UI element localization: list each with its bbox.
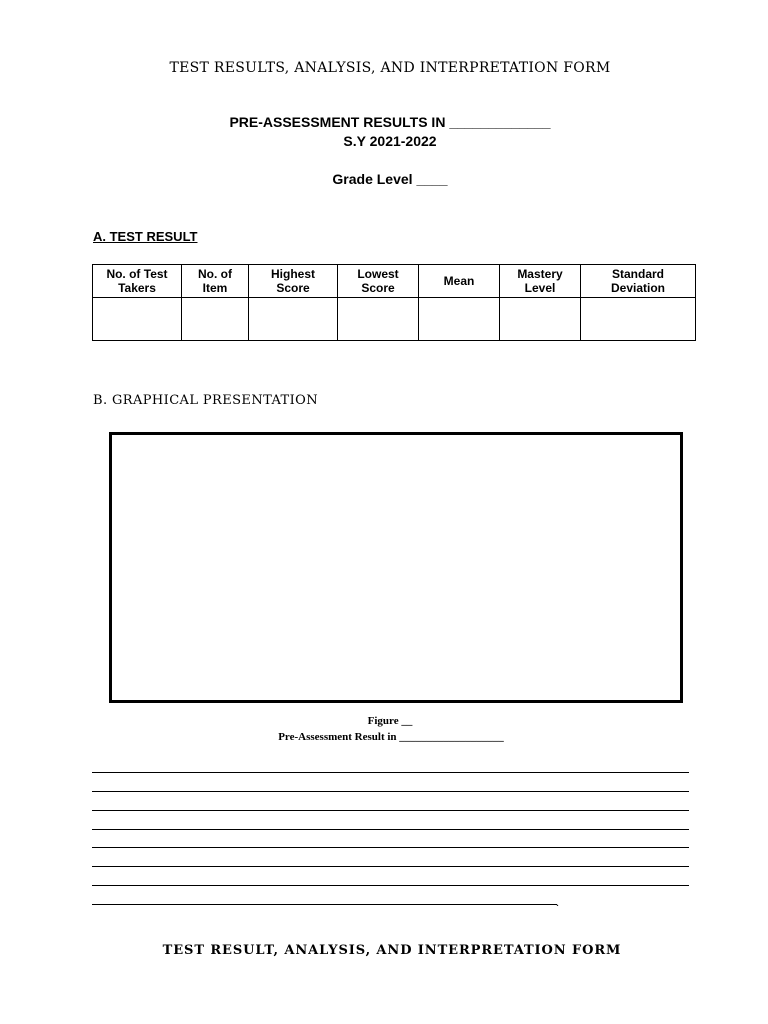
interpretation-end-mark: . — [556, 895, 559, 909]
column-highest-score — [249, 265, 338, 298]
section-b-heading: B. GRAPHICAL PRESENTATION — [93, 393, 318, 408]
column-label: Mean — [443, 274, 475, 288]
column-mean — [419, 265, 500, 298]
column-label: Lowest — [357, 267, 399, 281]
column-standard-deviation — [581, 265, 696, 298]
column-label: Level — [524, 281, 556, 295]
column-label: Highest — [270, 267, 315, 281]
column-label: Score — [361, 281, 395, 295]
column-label: Mastery — [517, 267, 563, 281]
table-header-row — [93, 265, 696, 298]
interpretation-line[interactable] — [92, 791, 689, 792]
column-label: Score — [276, 281, 310, 295]
cell-mastery-level[interactable] — [500, 298, 581, 341]
table-row — [93, 298, 696, 341]
interpretation-line[interactable] — [92, 810, 689, 811]
figure-label: Figure __ — [367, 715, 413, 727]
interpretation-line[interactable] — [92, 904, 557, 905]
column-lowest-score — [338, 265, 419, 298]
column-label: No. of — [198, 267, 232, 281]
grade-level: Grade Level ____ — [332, 171, 448, 187]
column-label: Takers — [118, 281, 156, 295]
column-test-takers — [93, 265, 182, 298]
column-label: Standard — [611, 267, 664, 281]
pre-assessment-title: PRE-ASSESSMENT RESULTS IN _____________ — [229, 114, 551, 130]
interpretation-line[interactable] — [92, 772, 689, 773]
section-a-heading: A. TEST RESULT — [93, 229, 198, 244]
interpretation-line[interactable] — [92, 847, 689, 848]
column-no-of-item — [182, 265, 249, 298]
cell-standard-deviation[interactable] — [581, 298, 696, 341]
cell-no-of-item[interactable] — [182, 298, 249, 341]
cell-highest-score[interactable] — [249, 298, 338, 341]
graph-area[interactable] — [109, 432, 683, 703]
footer-title: TEST RESULT, ANALYSIS, AND INTERPRETATION FORM — [162, 943, 622, 958]
figure-caption: Pre-Assessment Result in ___________________ — [278, 731, 504, 743]
column-label: Item — [202, 281, 228, 295]
interpretation-line[interactable] — [92, 829, 689, 830]
cell-lowest-score[interactable] — [338, 298, 419, 341]
cell-test-takers[interactable] — [93, 298, 182, 341]
interpretation-line[interactable] — [92, 866, 689, 867]
column-label: No. of Test — [106, 267, 168, 281]
school-year: S.Y 2021-2022 — [343, 133, 437, 149]
cell-mean[interactable] — [419, 298, 500, 341]
column-label: Deviation — [610, 281, 665, 295]
interpretation-line[interactable] — [92, 885, 689, 886]
column-mastery-level — [500, 265, 581, 298]
test-result-table — [92, 264, 696, 341]
form-title: TEST RESULTS, ANALYSIS, AND INTERPRETATION FORM — [169, 60, 611, 76]
